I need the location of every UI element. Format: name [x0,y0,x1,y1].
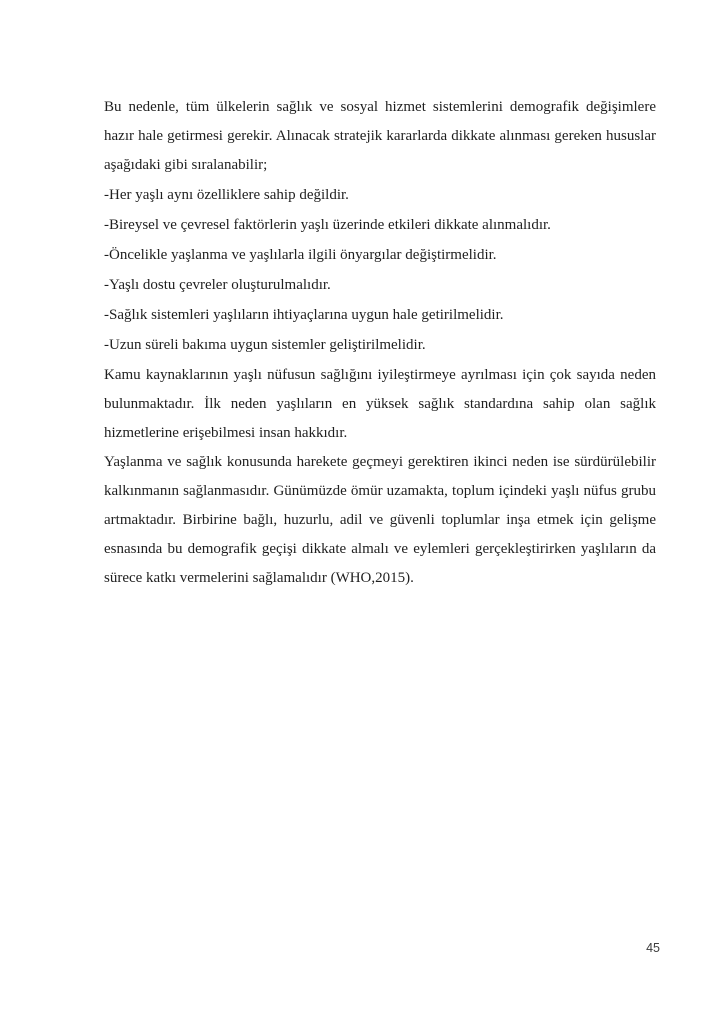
list-item: -Bireysel ve çevresel faktörlerin yaşlı üzerinde etkileri dikkate alınmalıdır. [104,217,551,233]
paragraph: Yaşlanma ve sağlık konusunda harekete geçmeyi gerektiren ikinci neden ise sürdürülebilir kalkınmanın sağlanmasıdır. Günümüzde ömür uzamakta, toplum içindeki yaşlı nüfus grubu artmaktadır. Birbirine bağlı, huzurlu, adil ve güvenli toplumlar inşa etmek için gelişme esnasında bu demografik geçişi dikkate almalı ve eylemleri gerçekleştirirken yaşlıların da sürece katkı vermelerini sağlamalıdır (WHO,2015). [104,454,656,586]
list-item: -Sağlık sistemleri yaşlıların ihtiyaçlarına uygun hale getirilmelidir. [104,307,504,323]
page-content [104,93,656,593]
list-item: -Yaşlı dostu çevreler oluşturulmalıdır. [104,277,331,293]
list-item: -Uzun süreli bakıma uygun sistemler geliştirilmelidir. [104,337,426,353]
list-item: -Öncelikle yaşlanma ve yaşlılarla ilgili önyargılar değiştirmelidir. [104,247,497,263]
paragraph: Bu nedenle, tüm ülkelerin sağlık ve sosyal hizmet sistemlerini demografik değişimlere hazır hale getirmesi gerekir. Alınacak stratejik kararlarda dikkate alınması gereken hususlar aşağıdaki gibi sıralanabilir; [104,99,656,173]
paragraph: Kamu kaynaklarının yaşlı nüfusun sağlığını iyileştirmeye ayrılması için çok sayıda neden bulunmaktadır. İlk neden yaşlıların en yüksek sağlık standardına sahip olan sağlık hizmetlerine erişebilmesi insan hakkıdır. [104,367,656,441]
list-item: -Her yaşlı aynı özelliklere sahip değildir. [104,187,349,203]
page-number: 45 [646,941,660,955]
